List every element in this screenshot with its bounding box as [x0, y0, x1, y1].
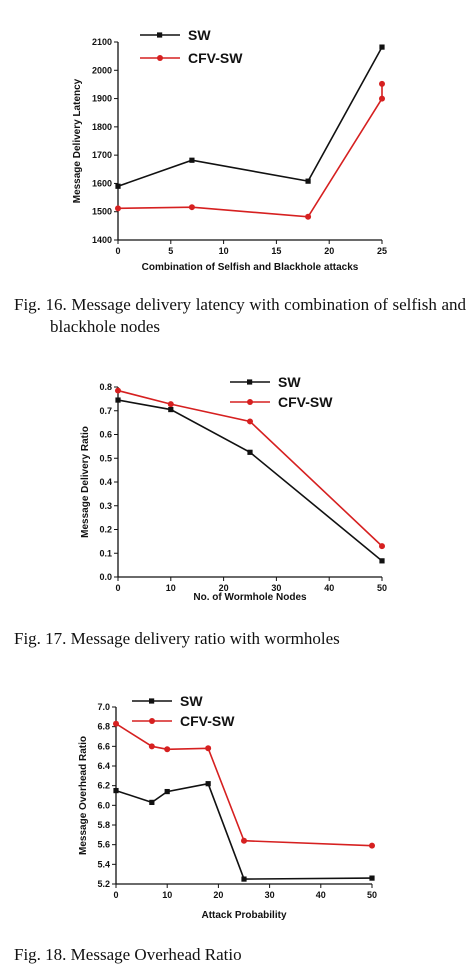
y-axis-label: Message Delivery Ratio	[80, 426, 91, 538]
legend-label-cfv-sw: CFV-SW	[278, 394, 333, 410]
x-tick-label: 10	[218, 246, 229, 256]
x-tick-label: 0	[113, 890, 119, 900]
figure-18-caption-text: Fig. 18. Message Overhead Ratio	[14, 945, 242, 964]
data-point-cfv-sw	[379, 81, 385, 87]
series-line-sw	[118, 47, 382, 186]
y-tick-label: 6.8	[97, 721, 110, 732]
data-point-cfv-sw	[241, 838, 247, 844]
figure-16-caption-line-1: Fig. 16. Message delivery latency with combination of selfish and	[14, 295, 466, 314]
y-tick-label: 1700	[91, 150, 112, 161]
legend-label-cfv-sw: CFV-SW	[188, 50, 243, 66]
legend-marker-sw	[247, 379, 252, 384]
x-tick-label: 30	[271, 583, 282, 593]
y-tick-label: 2100	[91, 37, 112, 47]
data-point-sw	[247, 450, 252, 455]
x-tick-label: 15	[271, 246, 282, 256]
series-line-cfv-sw	[118, 84, 382, 217]
y-tick-label: 0.7	[99, 405, 112, 416]
data-point-sw	[369, 876, 374, 881]
x-tick-label: 50	[366, 890, 378, 900]
y-tick-label: 6.6	[97, 741, 110, 752]
y-axis-label: Message Delivery Latency	[72, 78, 83, 204]
x-tick-label: 0	[115, 246, 121, 256]
data-point-sw	[165, 789, 170, 794]
y-axis-label: Message Overhead Ratio	[78, 736, 89, 855]
y-tick-label: 5.8	[97, 820, 110, 830]
data-point-cfv-sw	[115, 388, 121, 394]
data-point-sw	[379, 558, 384, 563]
legend-label-cfv-sw: CFV-SW	[180, 713, 235, 729]
data-point-cfv-sw	[369, 843, 375, 849]
overhead-ratio-chart	[0, 680, 474, 925]
legend-label-sw: SW	[188, 27, 211, 43]
y-tick-label: 0.2	[99, 524, 112, 535]
y-tick-label: 0.4	[99, 477, 112, 487]
legend-label-sw: SW	[180, 693, 203, 709]
data-point-sw	[305, 179, 310, 184]
y-tick-label: 1500	[91, 206, 112, 217]
y-tick-label: 6.0	[97, 800, 110, 811]
y-tick-label: 0.1	[99, 548, 112, 559]
y-tick-label: 5.2	[97, 879, 110, 889]
y-tick-label: 0.0	[99, 572, 112, 582]
figure-17-caption-text: Fig. 17. Message delivery ratio with wormholes	[14, 629, 340, 648]
data-point-cfv-sw	[379, 543, 385, 549]
y-tick-label: 1800	[91, 121, 112, 132]
x-tick-label: 10	[162, 890, 173, 900]
y-tick-label: 2000	[91, 65, 112, 76]
y-tick-label: 1900	[91, 93, 112, 104]
series-line-sw	[116, 784, 372, 879]
x-tick-label: 5	[168, 246, 174, 256]
data-point-cfv-sw	[205, 745, 211, 751]
data-point-sw	[115, 184, 120, 189]
y-tick-label: 6.4	[97, 761, 110, 771]
y-tick-label: 0.3	[99, 500, 112, 511]
data-point-sw	[379, 44, 384, 49]
legend-marker-cfv-sw	[149, 718, 155, 724]
data-point-sw	[115, 397, 120, 402]
data-point-sw	[149, 800, 154, 805]
series-line-cfv-sw	[116, 724, 372, 846]
x-tick-label: 20	[213, 890, 224, 900]
y-tick-label: 0.6	[99, 429, 112, 440]
x-tick-label: 25	[376, 246, 388, 256]
y-tick-label: 0.8	[99, 382, 112, 392]
figure-18-caption	[14, 944, 466, 966]
x-tick-label: 50	[376, 583, 388, 593]
legend-marker-sw	[149, 698, 154, 703]
data-point-cfv-sw	[305, 214, 311, 220]
data-point-cfv-sw	[189, 204, 195, 210]
legend-marker-cfv-sw	[157, 55, 163, 61]
delivery-ratio-chart	[0, 365, 474, 605]
x-axis-label: Combination of Selfish and Blackhole attacks	[141, 262, 359, 273]
x-tick-label: 0	[115, 583, 121, 593]
y-tick-label: 5.6	[97, 839, 110, 850]
x-tick-label: 40	[315, 890, 326, 900]
data-point-cfv-sw	[113, 721, 119, 727]
x-tick-label: 10	[165, 583, 176, 593]
x-tick-label: 30	[264, 890, 275, 900]
data-point-sw	[113, 788, 118, 793]
series-line-cfv-sw	[118, 391, 382, 547]
y-tick-label: 5.4	[97, 859, 110, 870]
data-point-cfv-sw	[379, 96, 385, 102]
legend-label-sw: SW	[278, 374, 301, 390]
legend-marker-sw	[157, 32, 162, 37]
x-tick-label: 20	[324, 246, 335, 256]
x-axis-label: No. of Wormhole Nodes	[193, 592, 307, 603]
legend-marker-cfv-sw	[247, 399, 253, 405]
x-axis-label: Attack Probability	[201, 910, 287, 921]
y-tick-label: 6.2	[97, 780, 110, 791]
data-point-cfv-sw	[149, 743, 155, 749]
figure-16-caption-line-2: blackhole nodes	[50, 317, 160, 336]
data-point-cfv-sw	[247, 418, 253, 424]
data-point-sw	[206, 781, 211, 786]
data-point-cfv-sw	[115, 205, 121, 211]
y-tick-label: 0.5	[99, 453, 112, 464]
figure-16-caption	[14, 294, 466, 338]
data-point-sw	[241, 876, 246, 881]
data-point-cfv-sw	[164, 746, 170, 752]
data-point-sw	[168, 407, 173, 412]
figure-17-caption	[14, 628, 466, 650]
x-tick-label: 20	[218, 583, 229, 593]
y-tick-label: 1400	[91, 235, 112, 245]
y-tick-label: 7.0	[97, 702, 110, 712]
y-tick-label: 1600	[91, 178, 112, 189]
data-point-sw	[189, 158, 194, 163]
latency-chart	[0, 0, 474, 290]
data-point-cfv-sw	[168, 401, 174, 407]
x-tick-label: 40	[324, 583, 335, 593]
